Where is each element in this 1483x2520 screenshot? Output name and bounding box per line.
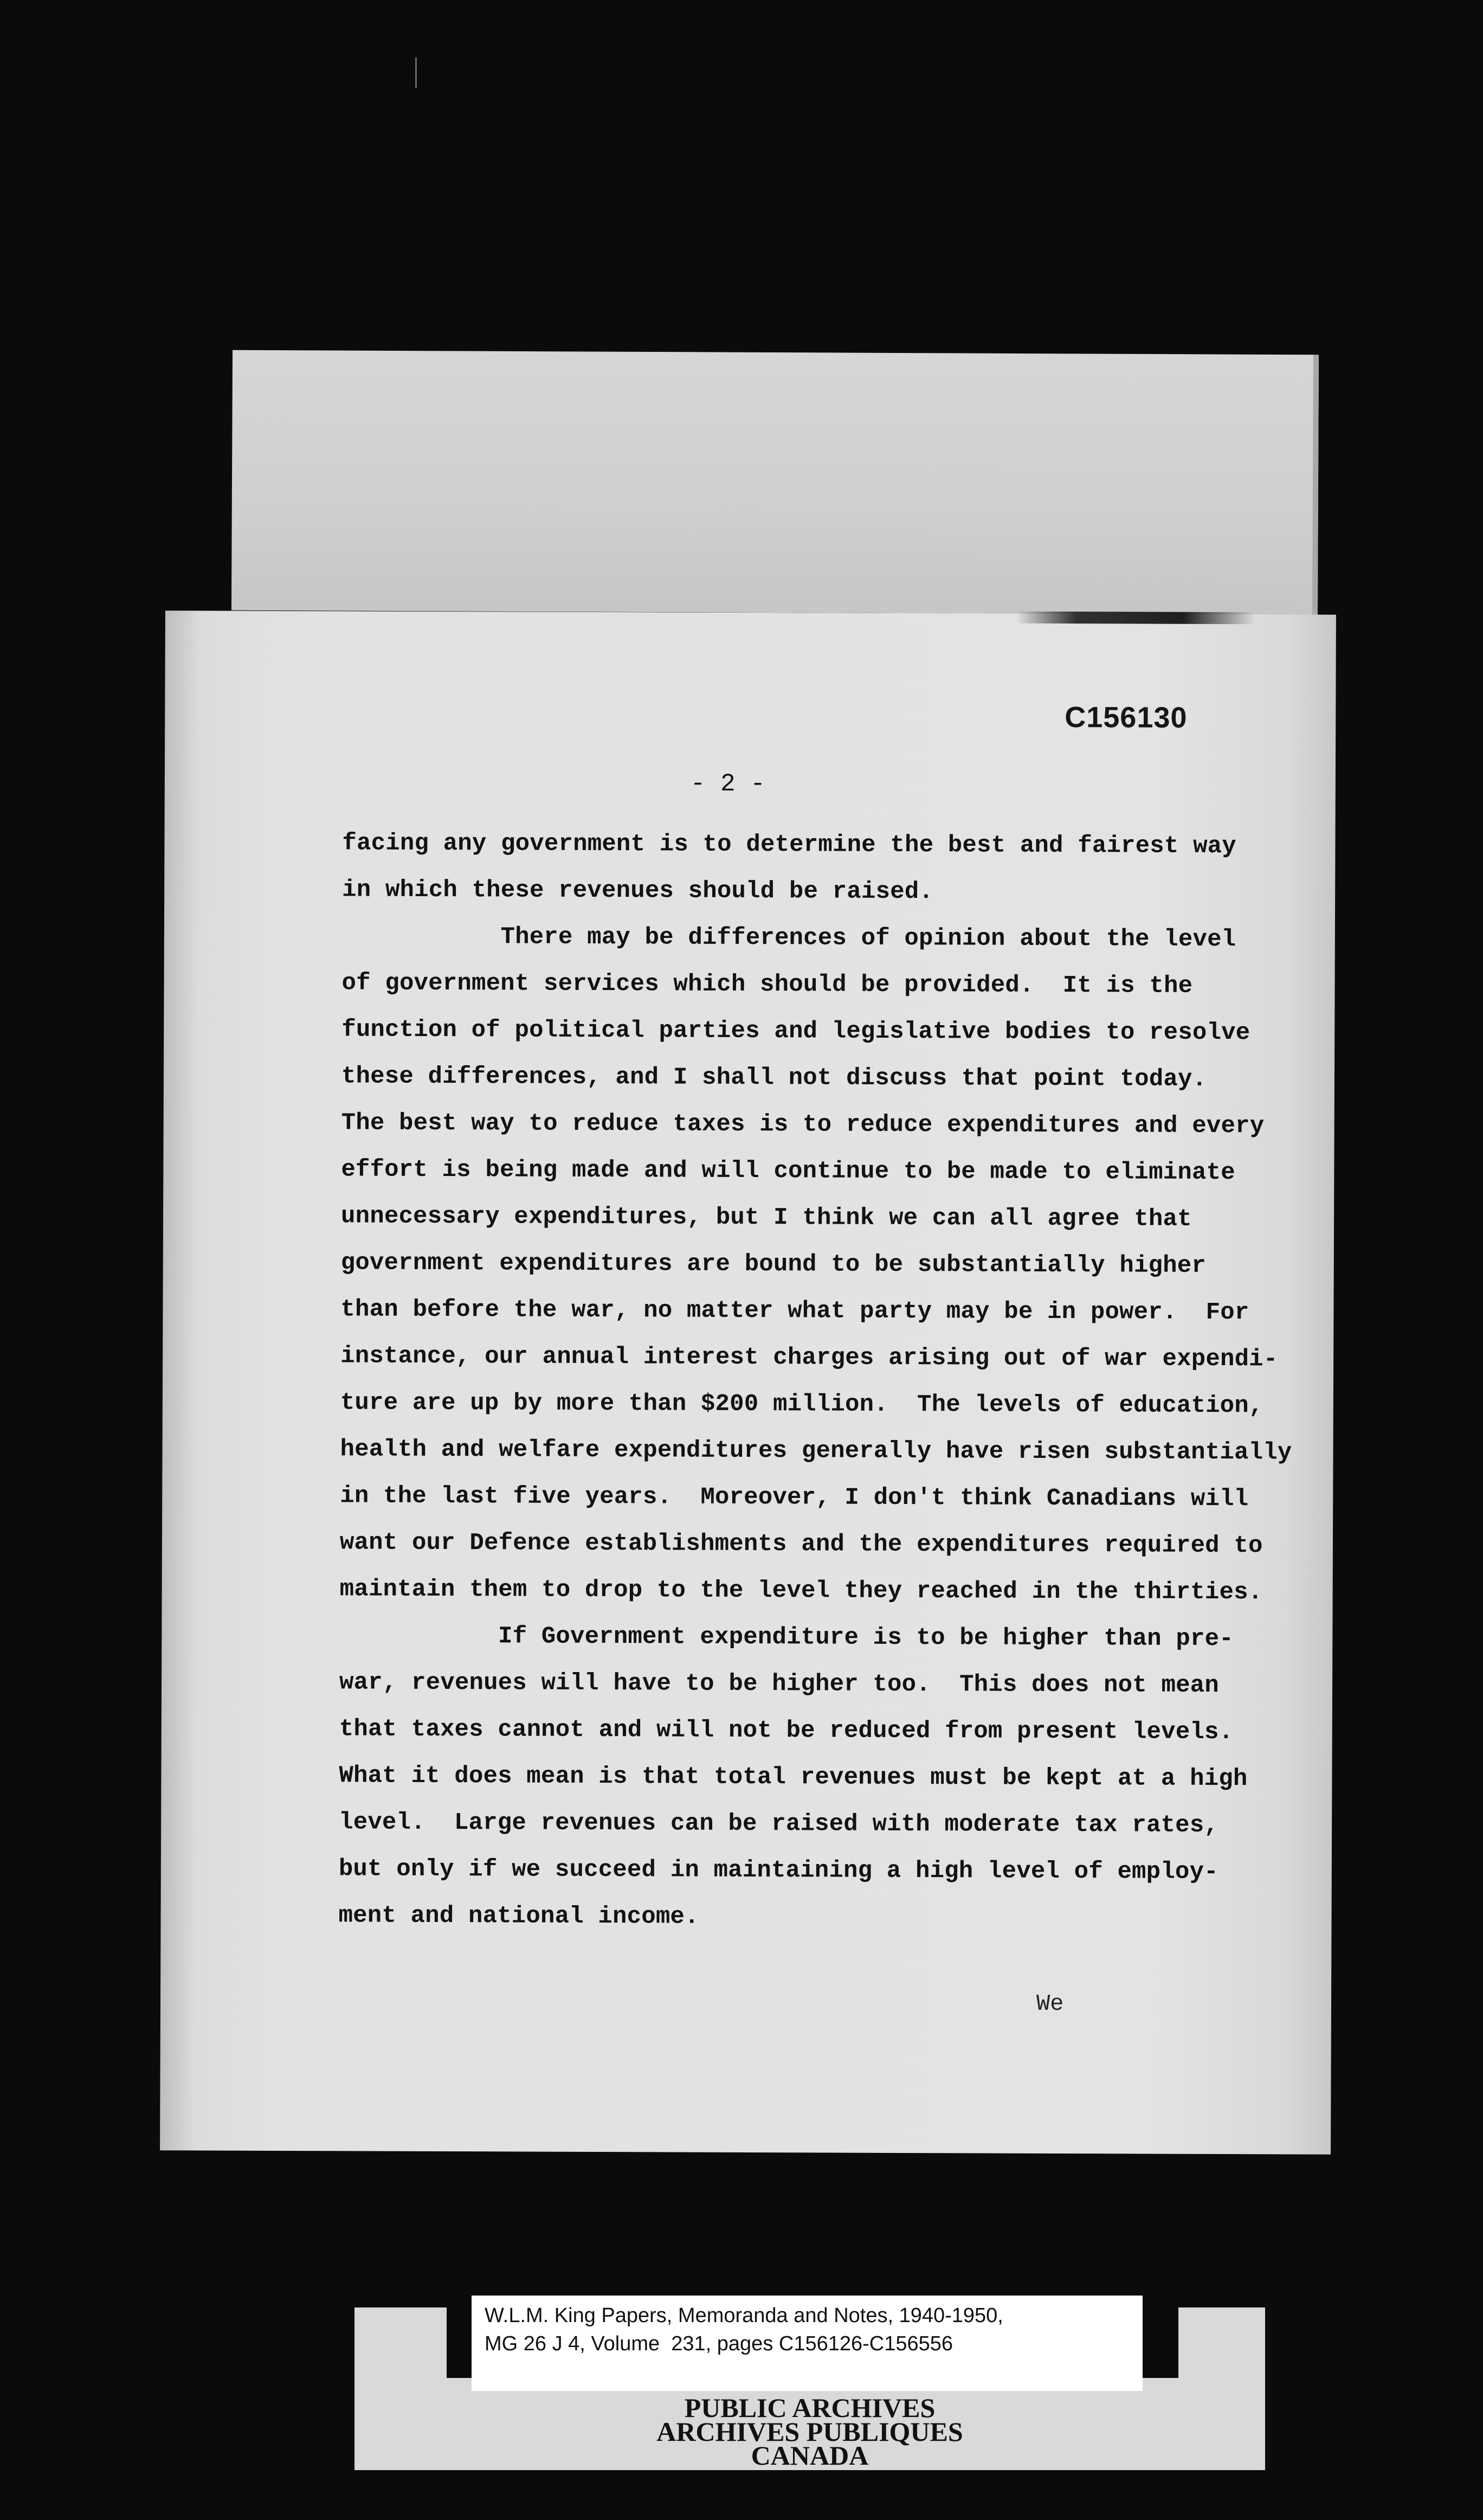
top-edge-smudge <box>1016 612 1255 625</box>
label-citation-line-1: W.L.M. King Papers, Memoranda and Notes, 1940-1950, <box>485 2304 1003 2327</box>
text-line: facing any government is to determine the best and fairest way <box>342 830 1237 860</box>
text-line: ture are up by more than $200 million. The levels of education, <box>340 1389 1263 1420</box>
document-page <box>160 610 1336 2155</box>
page-number: - 2 - <box>690 769 765 799</box>
text-line: in which these revenues should be raised. <box>342 876 934 906</box>
page-edge-shadow <box>1312 355 1319 615</box>
text-line: want our Defence establishments and the expenditures required to <box>339 1529 1263 1560</box>
text-line: There may be differences of opinion about the level <box>341 923 1236 954</box>
text-line: war, revenues will have to be higher too. This does not mean <box>339 1669 1220 1700</box>
film-scratch <box>415 57 417 88</box>
text-line: of government services which should be provided. It is the <box>341 969 1193 1000</box>
text-line: maintain them to drop to the level they reached in the thirties. <box>339 1576 1263 1606</box>
document-id-stamp: C156130 <box>1065 701 1188 734</box>
text-line: function of political parties and legislative bodies to resolve <box>341 1016 1250 1047</box>
text-line: these differences, and I shall not discuss that point today. <box>341 1063 1207 1093</box>
text-line: The best way to reduce taxes is to reduce expenditures and every <box>341 1109 1265 1140</box>
label-gap-left <box>447 2307 472 2378</box>
text-line: effort is being made and will continue to be made to eliminate <box>341 1156 1235 1187</box>
label-citation-line-2: MG 26 J 4, Volume 231, pages C156126-C156556 <box>485 2332 953 2355</box>
catch-word: We <box>1036 1990 1064 2017</box>
text-line: If Government expenditure is to be higher than pre- <box>339 1622 1234 1653</box>
label-gap-right <box>1143 2307 1178 2378</box>
text-line: instance, our annual interest charges arising out of war expendi- <box>340 1342 1278 1373</box>
archive-stamp-line-2: ARCHIVES PUBLIQUES <box>656 2416 963 2447</box>
archive-label <box>354 2304 1265 2471</box>
text-line: unnecessary expenditures, but I think we can all agree that <box>340 1203 1192 1233</box>
text-line: What it does mean is that total revenues must be kept at a high <box>339 1762 1248 1793</box>
text-line: ment and national income. <box>338 1902 699 1931</box>
archive-stamp-line-1: PUBLIC ARCHIVES <box>684 2393 936 2423</box>
archive-stamp-line-3: CANADA <box>751 2440 869 2471</box>
underlying-page <box>231 350 1319 615</box>
text-line: that taxes cannot and will not be reduced from present levels. <box>339 1715 1234 1746</box>
text-line: than before the war, no matter what party may be in power. For <box>340 1296 1249 1327</box>
text-line: but only if we succeed in maintaining a high level of employ- <box>338 1855 1218 1886</box>
text-line: government expenditures are bound to be substantially higher <box>340 1249 1207 1280</box>
text-line: health and welfare expenditures generally have risen substantially <box>340 1436 1292 1467</box>
text-line: level. Large revenues can be raised with moderate tax rates, <box>339 1809 1219 1840</box>
text-line: in the last five years. Moreover, I don't think Canadians will <box>340 1482 1249 1513</box>
